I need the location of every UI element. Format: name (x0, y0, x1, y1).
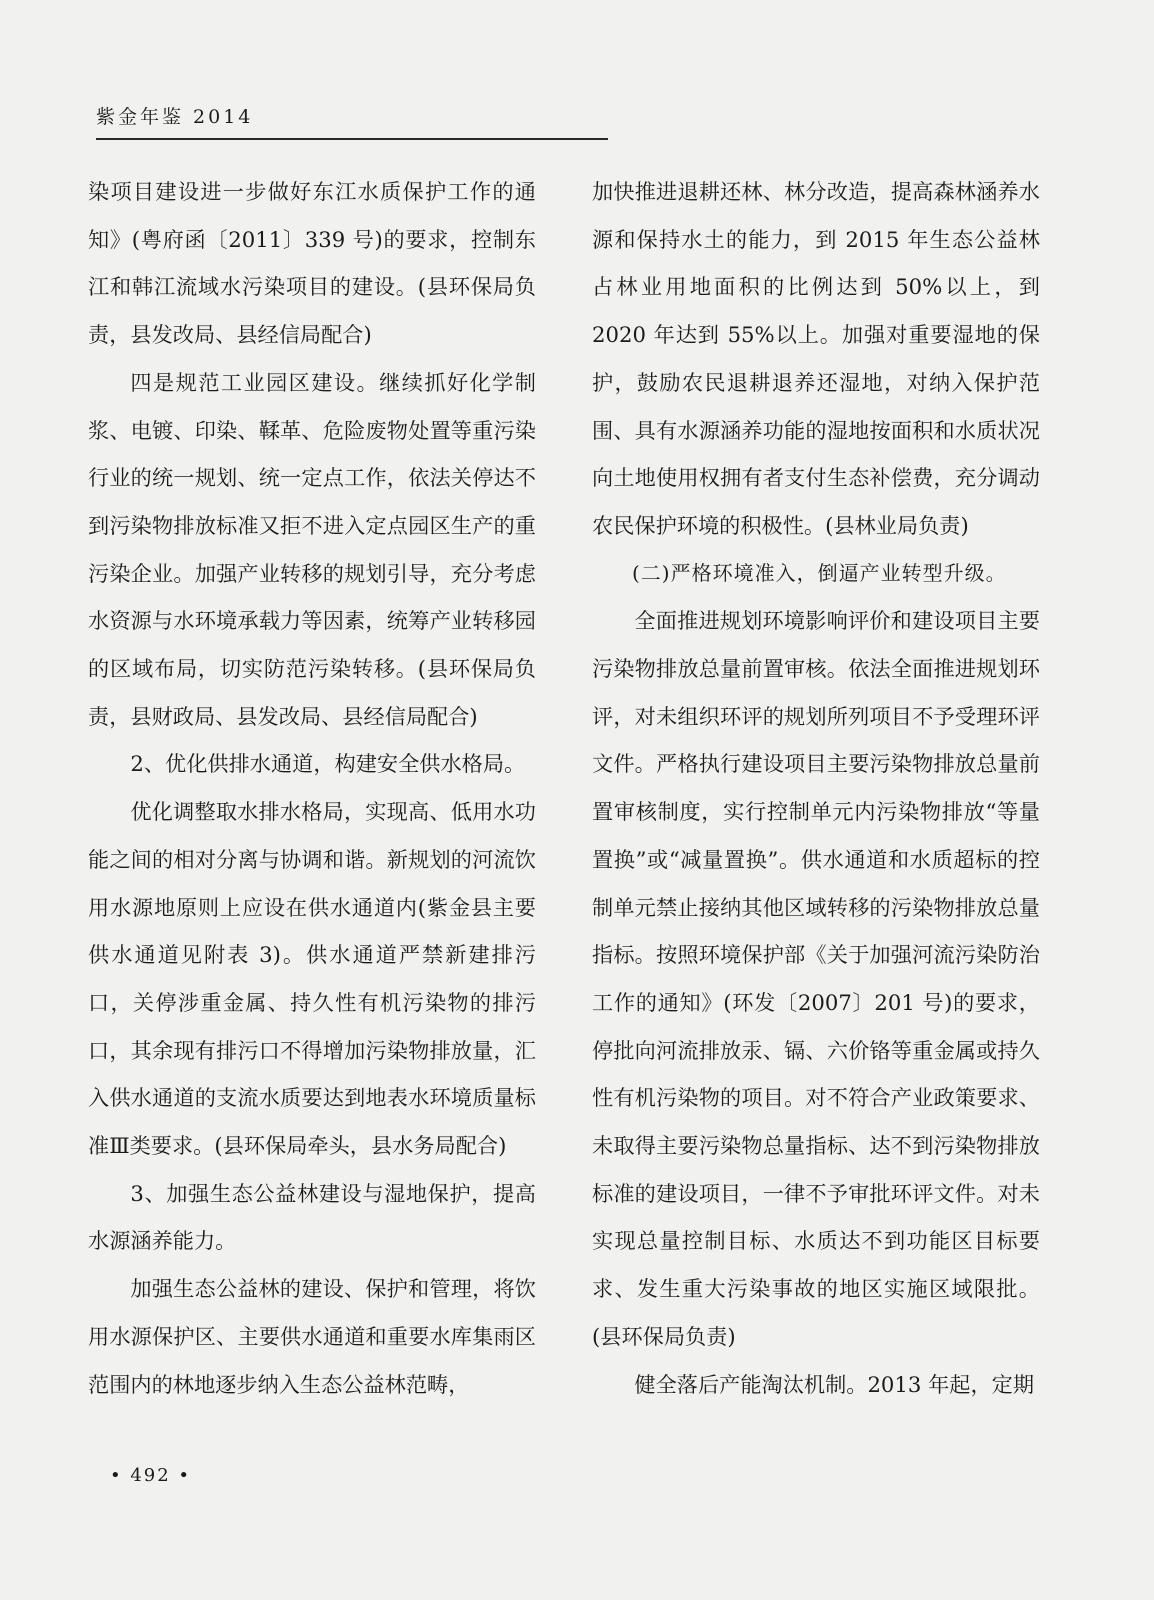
body-paragraph: 2、优化供排水通道，构建安全供水格局。 (130, 751, 526, 777)
body-paragraph: 健全落后产能淘汰机制。2013 年起，定期 (634, 1371, 1035, 1397)
body-paragraph: 加强生态公益林的建设、保护和管理，将饮用水源保护区、主要供水通道和重要水库集雨区范围内的林地逐步纳入生态公益林范畴， (88, 1276, 536, 1397)
body-paragraph: 3、加强生态公益林建设与湿地保护，提高水源涵养能力。 (88, 1180, 536, 1254)
section-subheading: (二)严格环境准入，倒逼产业转型升级。 (632, 560, 1007, 585)
body-paragraph: 优化调整取水排水格局，实现高、低用水功能之间的相对分离与协调和谐。新规划的河流饮用水源地原则上应设在供水通道内(紫金县主要供水通道见附表 3)。供水通道严禁新建排污口，关停涉重金属、持久性有机污染物的排污口，其余现有排污口不得增加污染物排放量，汇入供水通道的支流水质要达到地表水环境质量标准Ⅲ类要求。(县环保局牵头，县水务局配合) (88, 799, 536, 1159)
body-paragraph: 加快推进退耕还林、林分改造，提高森林涵养水源和保持水土的能力，到 2015 年生态公益林占林业用地面积的比例达到 50%以上，到 2020 年达到 55%以上。加强对重要湿地的保护，鼓励农民退耕退养还湿地，对纳入保护范围、具有水源涵养功能的湿地按面积和水质状况向土地使用权拥有者支付生态补偿费，充分调动农民保护环境的积极性。(县林业局负责) (592, 179, 1040, 538)
header-rule (96, 138, 608, 140)
running-header: 紫金年鉴 2014 (96, 106, 254, 128)
left-column (88, 168, 536, 1408)
body-paragraph: 四是规范工业园区建设。继续抓好化学制浆、电镀、印染、鞣革、危险废物处置等重污染行业的统一规划、统一定点工作，依法关停达不到污染物排放标准又拒不进入定点园区生产的重污染企业。加强产业转移的规划引导，充分考虑水资源与水环境承载力等因素，统筹产业转移园的区域布局，切实防范污染转移。(县环保局负责，县财政局、县发改局、县经信局配合) (88, 369, 536, 729)
right-column (592, 168, 1040, 1408)
body-paragraph: 全面推进规划环境影响评价和建设项目主要污染物排放总量前置审核。依法全面推进规划环评，对未组织环评的规划所列项目不予受理环评文件。严格执行建设项目主要污染物排放总量前置审核制度，实行控制单元内污染物排放“等量置换”或“减量置换”。供水通道和水质超标的控制单元禁止接纳其他区域转移的污染物排放总量指标。按照环境保护部《关于加强河流污染防治工作的通知》(环发〔2007〕201 号)的要求，停批向河流排放汞、镉、六价铬等重金属或持久性有机污染物的项目。对不符合产业政策要求、未取得主要污染物总量指标、达不到污染物排放标准的建设项目，一律不予审批环评文件。对未实现总量控制目标、水质达不到功能区目标要求、发生重大污染事故的地区实施区域限批。(县环保局负责) (592, 608, 1040, 1349)
body-paragraph: 染项目建设进一步做好东江水质保护工作的通知》(粤府函〔2011〕339 号)的要求，控制东江和韩江流域水污染项目的建设。(县环保局负责，县发改局、县经信局配合) (88, 179, 536, 348)
page-number: • 492 • (110, 1465, 192, 1486)
